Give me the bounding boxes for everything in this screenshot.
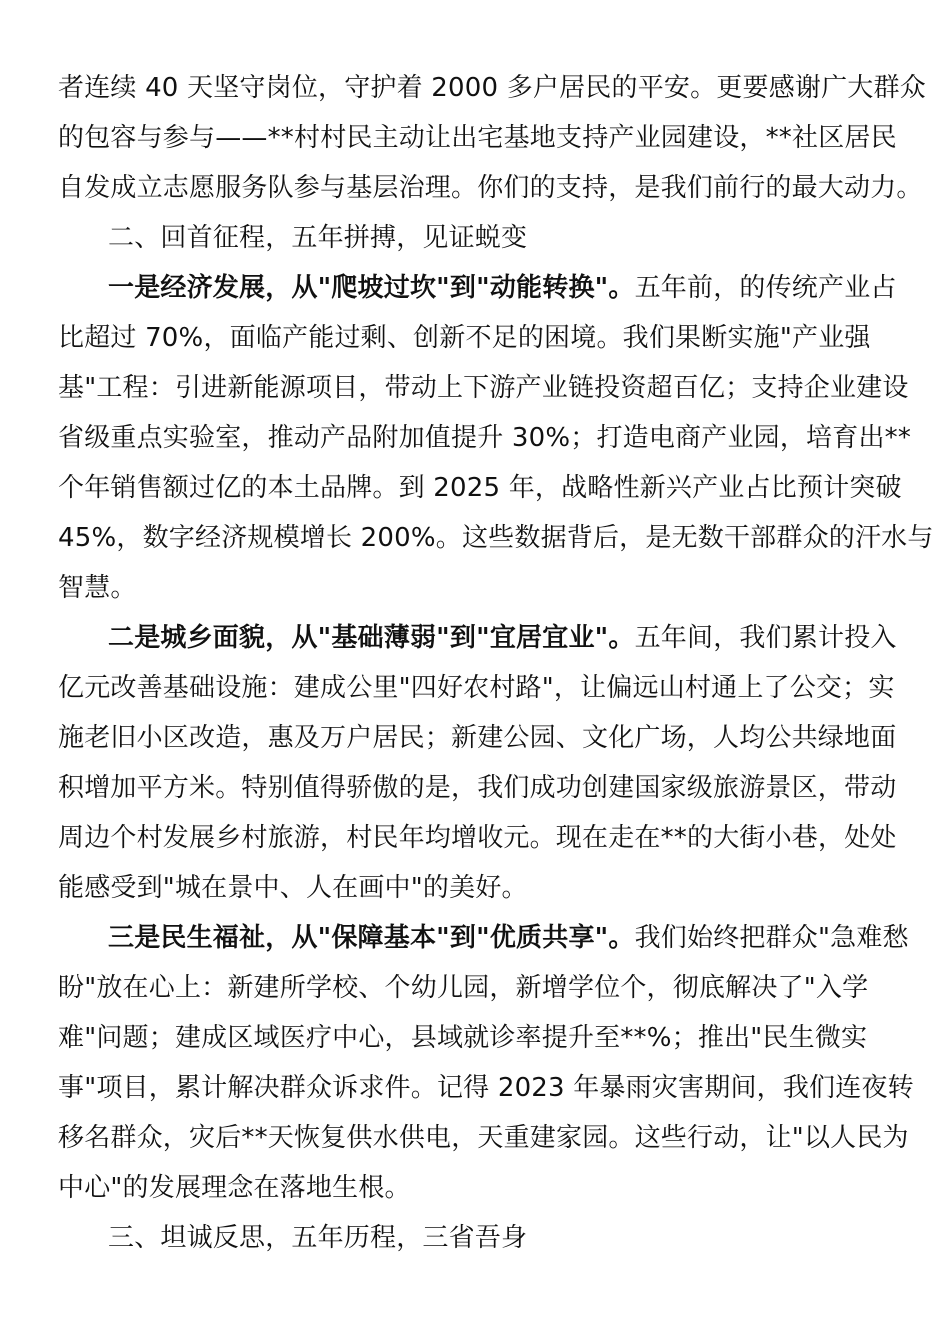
paragraph-line [58, 68, 926, 108]
paragraph-line [58, 518, 934, 558]
paragraph-line [58, 718, 898, 758]
paragraph-line [58, 368, 909, 408]
line-text: 的包容与参与——**村村民主动让出宅基地支持产业园建设，**社区居民 [58, 123, 897, 153]
line-text: 中心"的发展理念在落地生根。 [58, 1173, 411, 1203]
paragraph-line [58, 118, 898, 158]
line-text: 积增加平方米。特别值得骄傲的是，我们成功创建国家级旅游景区，带动 [58, 773, 897, 803]
section-heading-3 [108, 1218, 948, 1258]
paragraph-line [58, 1168, 898, 1208]
line-text: 比超过 70%，面临产能过剩、创新不足的困境。我们果断实施"产业强 [58, 323, 871, 353]
paragraph-line [58, 768, 898, 808]
paragraph-line [108, 918, 948, 958]
line-text: 自发成立志愿服务队参与基层治理。你们的支持，是我们前行的最大动力。 [58, 173, 923, 203]
paragraph-line [58, 468, 902, 508]
paragraph-line [58, 1118, 909, 1158]
paragraph-line [108, 268, 948, 308]
line-text: 省级重点实验室，推动产品附加值提升 30%；打造电商产业园，培育出** [58, 423, 912, 453]
heading-text: 二、回首征程，五年拼搏，见证蜕变 [108, 223, 528, 253]
line-text: 施老旧小区改造，惠及万户居民；新建公园、文化广场，人均公共绿地面 [58, 723, 897, 753]
paragraph-line [58, 868, 898, 908]
bold-lead-text: 三是民生福祉，从"保障基本"到"优质共享"。 [108, 923, 635, 953]
line-text: 事"项目，累计解决群众诉求件。记得 2023 年暴雨灾害期间，我们连夜转 [58, 1073, 914, 1103]
line-text: 亿元改善基础设施：建成公里"四好农村路"，让偏远山村通上了公交；实 [58, 673, 895, 703]
line-text: 个年销售额过亿的本土品牌。到 2025 年，战略性新兴产业占比预计突破 [58, 473, 902, 503]
line-text: 能感受到"城在景中、人在画中"的美好。 [58, 873, 528, 903]
line-text: 基"工程：引进新能源项目，带动上下游产业链投资超百亿；支持企业建设 [58, 373, 909, 403]
paragraph-line [58, 418, 912, 458]
line-text: 智慧。 [58, 573, 137, 603]
bold-lead-text: 二是城乡面貌，从"基础薄弱"到"宜居宜业"。 [108, 623, 635, 653]
paragraph-line [58, 668, 898, 708]
paragraph-line [58, 818, 898, 858]
paragraph-line [58, 168, 923, 208]
line-text: 45%，数字经济规模增长 200%。这些数据背后，是无数干部群众的汗水与 [58, 523, 934, 553]
line-text: 五年间，我们累计投入 [634, 623, 897, 653]
paragraph-line [58, 318, 898, 358]
heading-text: 三、坦诚反思，五年历程，三省吾身 [108, 1223, 528, 1253]
paragraph-line [58, 568, 898, 608]
line-text: 盼"放在心上：新建所学校、个幼儿园，新增学位个，彻底解决了"入学 [58, 973, 869, 1003]
line-text: 我们始终把群众"急难愁 [634, 923, 909, 953]
line-text: 难"问题；建成区域医疗中心，县域就诊率提升至**%；推出"民生微实 [58, 1023, 868, 1053]
paragraph-line [58, 1068, 914, 1108]
paragraph-line [58, 1018, 898, 1058]
line-text: 周边个村发展乡村旅游，村民年均增收元。现在走在**的大街小巷，处处 [58, 823, 897, 853]
line-text: 者连续 40 天坚守岗位，守护着 2000 多户居民的平安。更要感谢广大群众 [58, 73, 926, 103]
bold-lead-text: 一是经济发展，从"爬坡过坎"到"动能转换"。 [108, 273, 635, 303]
paragraph-line [58, 968, 898, 1008]
section-heading-2 [108, 218, 948, 258]
line-text: 五年前，的传统产业占 [634, 273, 897, 303]
paragraph-line [108, 618, 948, 658]
line-text: 移名群众，灾后**天恢复供水供电，天重建家园。这些行动，让"以人民为 [58, 1123, 909, 1153]
